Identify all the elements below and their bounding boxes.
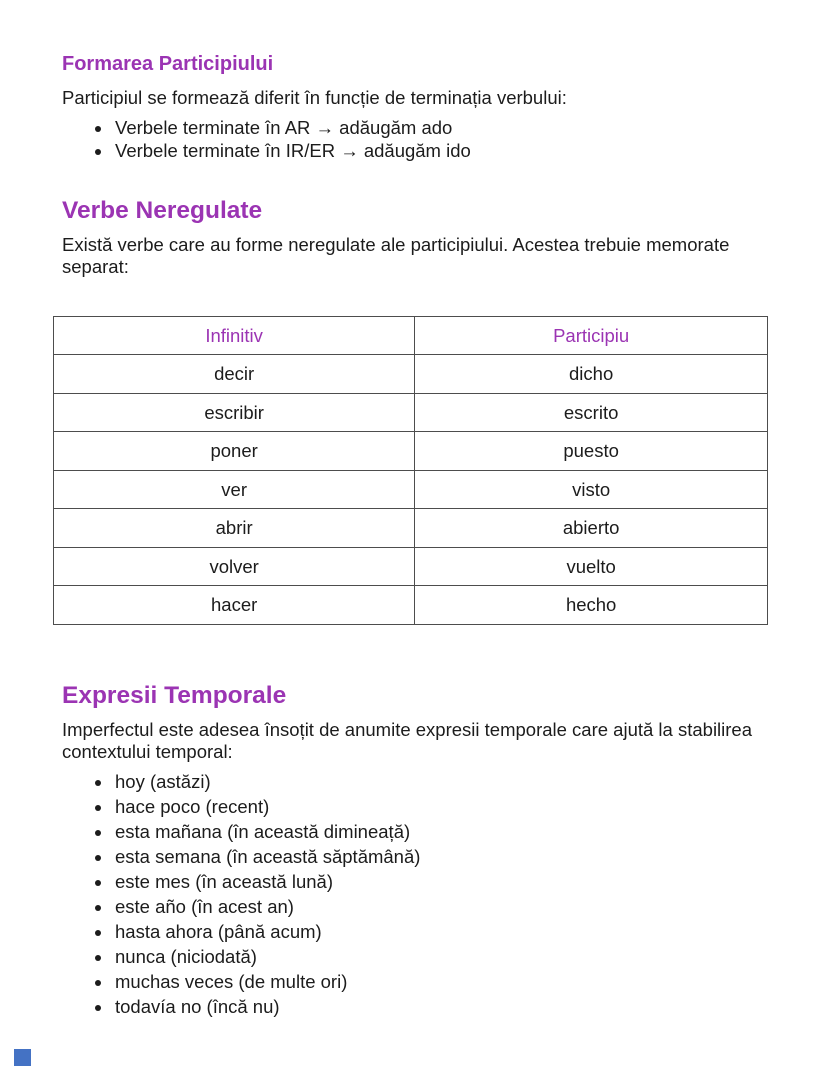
table-cell-infinitive: volver [54,547,415,586]
bullet-item: • hoy (astăzi) [113,770,770,795]
table-cell-participle: vuelto [415,547,768,586]
temporal-expressions-bullet-list [62,770,770,1020]
table-cell-infinitive: escribir [54,393,415,432]
table-cell-infinitive: decir [54,355,415,394]
table-cell-participle: escrito [415,393,768,432]
table-cell-infinitive: ver [54,470,415,509]
table-row [54,432,768,471]
bullet-item: • esta semana (în această săptămână) [113,845,770,870]
table-cell-infinitive: poner [54,432,415,471]
table-cell-infinitive: hacer [54,586,415,625]
table-cell-participle: dicho [415,355,768,394]
table-row [54,586,768,625]
bullet-item: • nunca (niciodată) [113,945,770,970]
table-body [54,355,768,625]
bullet-item: • este mes (în această lună) [113,870,770,895]
bullet-item: • hace poco (recent) [113,795,770,820]
participle-formation-heading: Formarea Participiului [62,53,274,75]
table-cell-participle: puesto [415,432,768,471]
bullet-item: • todavía no (încă nu) [113,995,770,1020]
table-cell-participle: abierto [415,509,768,548]
page-corner-marker [14,1049,31,1066]
participle-formation-intro: Participiul se formează diferit în funcție de terminația verbului: [62,87,567,108]
table-cell-participle: visto [415,470,768,509]
section-participle-formation [62,53,770,163]
bullet-item: • hasta ahora (până acum) [113,920,770,945]
bullet-item: • esta mañana (în această dimineață) [113,820,770,845]
table-cell-infinitive: abrir [54,509,415,548]
temporal-expressions-intro: Imperfectul este adesea însoțit de anumite expresii temporale care ajută la stabilirea contextului temporal: [62,718,753,762]
table-row [54,470,768,509]
irregular-verbs-intro: Există verbe care au forme neregulate ale participiului. Acestea trebuie memorate separat: [62,233,730,277]
bullet-item: • muchas veces (de multe ori) [113,970,770,995]
table-header-cell: Participiu [415,316,768,355]
irregular-verbs-heading: Verbe Neregulate [62,196,263,224]
section-irregular-verbs [62,197,770,625]
temporal-expressions-heading: Expresii Temporale [62,681,287,709]
bullet-item: • Verbele terminate în AR → adăugăm ado [113,116,770,139]
table-header-row [54,316,768,355]
table-header-cell: Infinitiv [54,316,415,355]
bullet-item: • este año (în acest an) [113,895,770,920]
table-row [54,393,768,432]
table-cell-participle: hecho [415,586,768,625]
table-row [54,509,768,548]
section-temporal-expressions [62,682,770,1020]
table-row [54,547,768,586]
participle-formation-bullet-list [62,116,770,163]
bullet-item: • Verbele terminate în IR/ER → adăugăm ido [113,139,770,162]
irregular-verbs-table [53,316,768,625]
table-row [54,355,768,394]
